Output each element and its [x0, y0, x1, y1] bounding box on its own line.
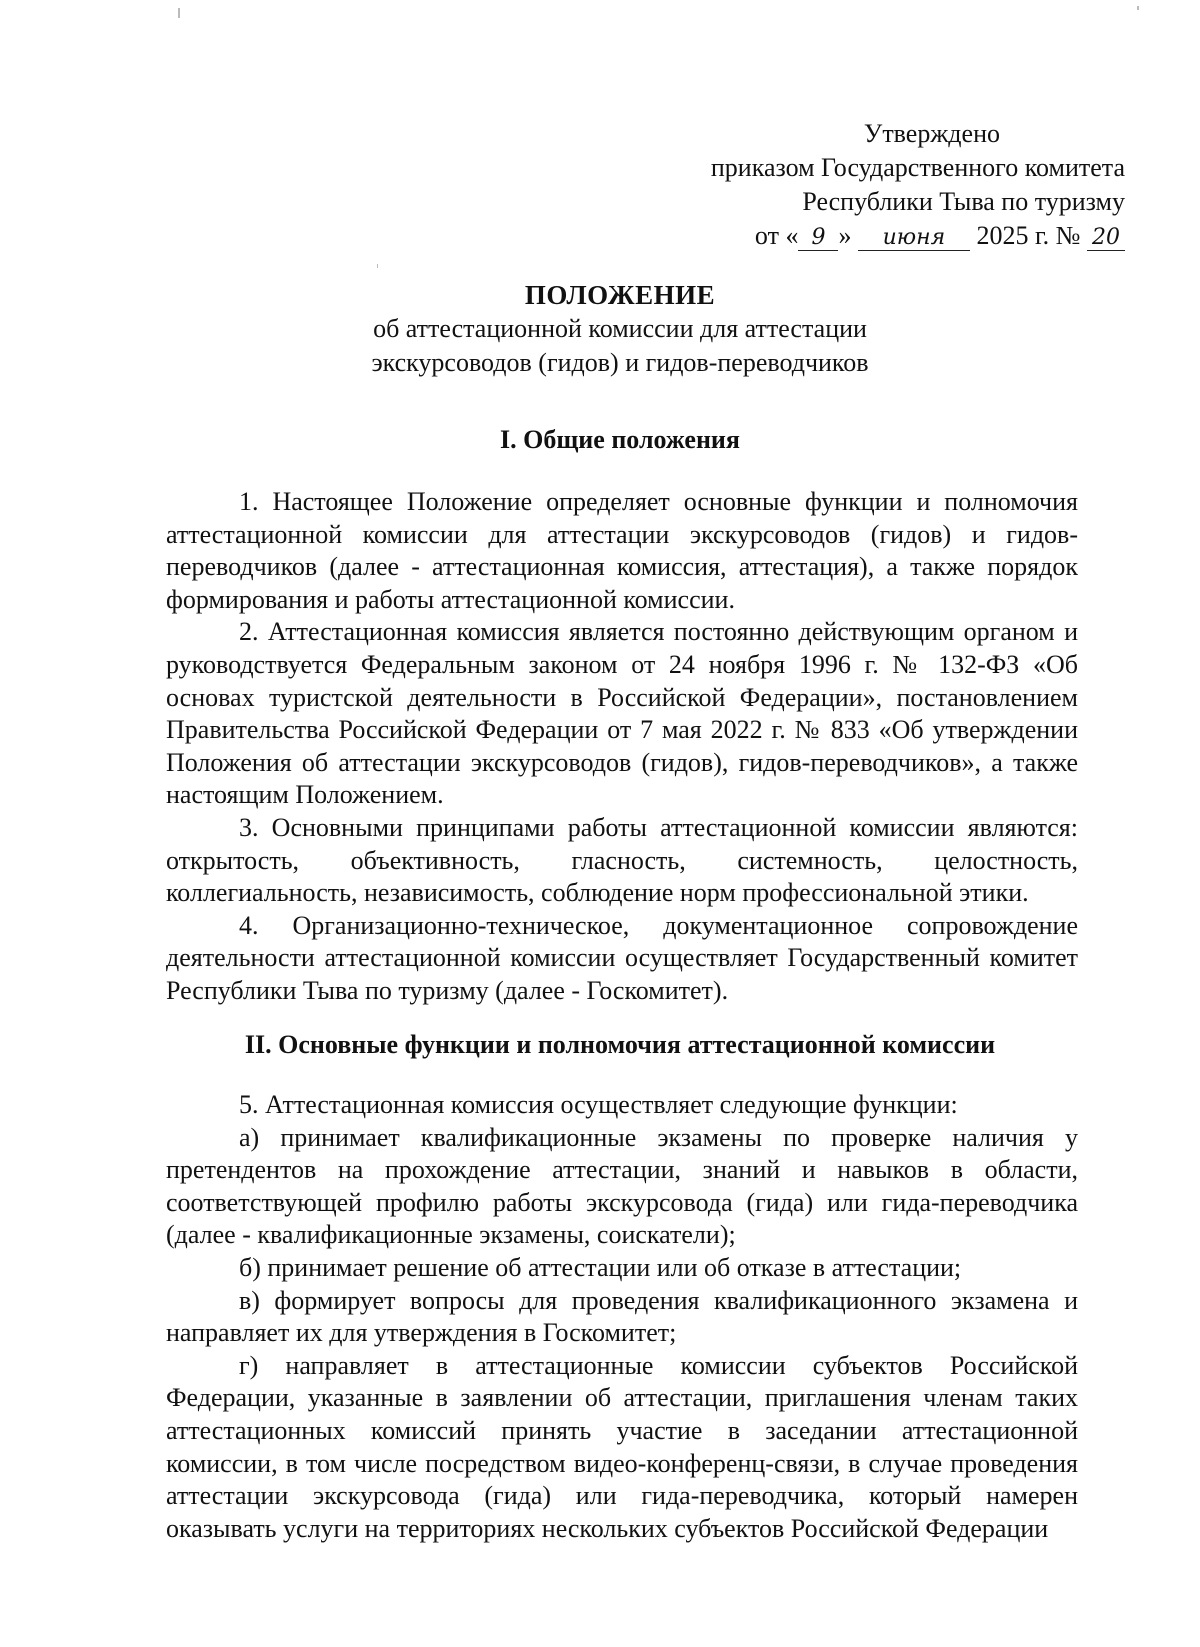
paragraph-3: 3. Основными принципами работы аттестационной комиссии являются: открытость, объективность, гласность, системность, целостность, коллегиальность, независимость, соблюдение норм профессиональной этики.: [166, 812, 1078, 908]
date-prefix: от «: [754, 221, 799, 250]
document-title: ПОЛОЖЕНИЕ: [524, 280, 716, 310]
list-item-b: б) принимает решение об аттестации или об отказе в аттестации;: [239, 1252, 962, 1282]
handwritten-day: 9: [798, 226, 838, 251]
section-heading-general: I. Общие положения: [500, 425, 740, 454]
list-item-a: а) принимает квалификационные экзамены по проверке наличия у претендентов на прохождение аттестации, знаний и навыков в области, соответствующей профилю работы экскурсовода (гида) или гида-переводчика (далее - квалификационные экзамены, соискатели);: [166, 1122, 1078, 1250]
section-general-body: [166, 486, 1078, 1008]
paragraph-1: 1. Настоящее Положение определяет основные функции и полномочия аттестационной комиссии для аттестации экскурсоводов (гидов) и гидов-переводчиков (далее - аттестационная комиссия, аттестация), а также порядок формирования и работы аттестационной комиссии.: [166, 487, 1078, 614]
list-item-v: в) формирует вопросы для проведения квалификационного экзамена и направляет их для утверждения в Госкомитет;: [166, 1285, 1078, 1348]
document-subtitle-line-2: экскурсоводов (гидов) и гидов-переводчиков: [371, 348, 869, 377]
paragraph-2: 2. Аттестационная комиссия является постоянно действующим органом и руководствуется Федеральным законом от 24 ноября 1996 г. № 132-ФЗ «Об основах туристской деятельности в Российской Федерации», постановлением Правительства Российской Федерации от 7 мая 2022 г. № 833 «Об утверждении Положения об аттестации экскурсоводов (гидов), гидов-переводчиков», а также настоящим Положением.: [166, 617, 1078, 810]
handwritten-order-number: 20: [1087, 226, 1125, 251]
paragraph-5: 5. Аттестационная комиссия осуществляет следующие функции:: [239, 1090, 958, 1119]
document-title-block: [160, 278, 1080, 380]
date-year: 2025 г. №: [976, 221, 1081, 250]
scan-speck: [178, 8, 180, 18]
scan-speck: [1137, 6, 1139, 10]
approval-stamp-block: [605, 117, 1125, 253]
section-heading-functions: II. Основные функции и полномочия аттестационной комиссии: [244, 1030, 996, 1059]
approval-line-order: приказом Государственного комитета: [710, 153, 1125, 182]
paragraph-4: 4. Организационно-техническое, документационное сопровождение деятельности аттестационной комиссии осуществляет Государственный комитет Республики Тыва по туризму (далее - Госкомитет).: [166, 910, 1078, 1005]
list-item-g: г) направляет в аттестационные комиссии субъектов Российской Федерации, указанные в заявлении об аттестации, приглашения членам таких аттестационных комиссий принять участие в заседании аттестационной комиссии, в том числе посредством видео-конференц-связи, в случае проведения аттестации экскурсовода (гида) или гида-переводчика, который намерен оказывать услуги на территориях нескольких субъектов Российской Федерации: [166, 1350, 1078, 1543]
section-functions-body: [166, 1089, 1078, 1545]
approval-line-committee: Республики Тыва по туризму: [802, 187, 1125, 216]
handwritten-month: июня: [858, 226, 970, 251]
approval-line-approved: Утверждено: [863, 119, 1000, 148]
document-subtitle-line-1: об аттестационной комиссии для аттестации: [373, 314, 867, 343]
approval-date-line: [605, 219, 1125, 253]
date-quote-close: »: [838, 221, 852, 250]
scan-speck: [377, 264, 378, 268]
